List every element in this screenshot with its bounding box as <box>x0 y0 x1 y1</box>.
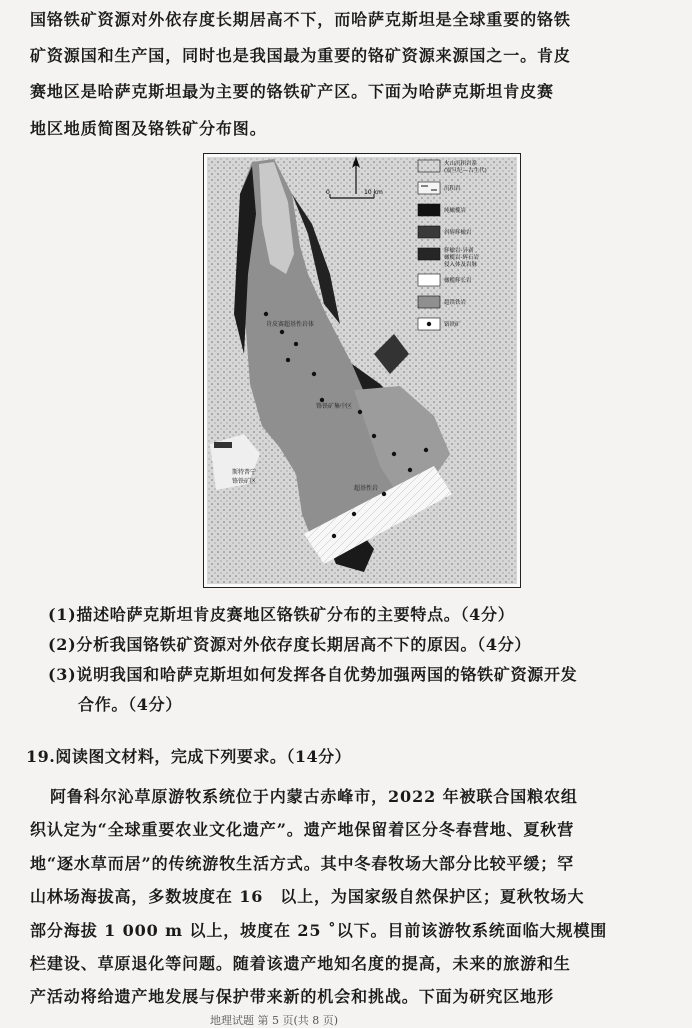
chromite-dot <box>382 492 386 496</box>
map-label-town: 斯特普宁 <box>232 469 257 476</box>
text-line: 栏建设、草原退化等问题。随着该遗产地知名度的提高，未来的旅游和生 <box>30 954 571 974</box>
text-line: 矿资源国和生产国，同时也是我国最为重要的铬矿资源来源国之一。肯皮 <box>30 46 571 66</box>
legend-label: 辉橄岩-异剥 <box>444 248 474 254</box>
text-line: 产活动将给遗产地发展与保护带来新的机会和挑战。下面为研究区地形 <box>30 987 554 1007</box>
legend-label: 沉积岩 <box>444 186 461 192</box>
chromite-dot <box>320 398 324 402</box>
legend-label: 斜辉辉橄岩 <box>444 230 472 236</box>
map-figure <box>204 154 520 587</box>
chromite-dot <box>352 512 356 516</box>
chromite-dot <box>312 372 316 376</box>
scale-zero: 0 <box>326 189 330 196</box>
chromite-dot <box>358 410 362 414</box>
map-label-lower: 超基性岩 <box>354 485 379 492</box>
text-line: 地区地质简图及铬铁矿分布图。 <box>30 118 267 138</box>
intro-paragraph <box>30 2 670 147</box>
question-3-continued: 合作。（4分） <box>78 695 183 714</box>
question-3: (3)说明我国和哈萨克斯坦如何发挥各自优势加强两国的铬铁矿资源开发 <box>48 665 578 684</box>
legend-label: 超镁铁岩 <box>444 300 467 306</box>
legend-label: 纯橄榄岩 <box>444 208 467 214</box>
legend-sublabel: 橄榄岩-辉石岩 <box>444 255 479 261</box>
text-line: 地“逐水草而居”的传统游牧生活方式。其中冬春牧场大部分比较平缓；罕 <box>30 853 575 873</box>
text-line: 赛地区是哈萨克斯坦最为主要的铬铁矿产区。下面为哈萨克斯坦肯皮赛 <box>30 82 554 102</box>
text-line: 国铬铁矿资源对外依存度长期居高不下，而哈萨克斯坦是全球重要的铬铁 <box>30 10 571 29</box>
chromite-dot <box>294 342 298 346</box>
chromite-dot <box>392 452 396 456</box>
text-line: 山林场海拔高，多数坡度在 16 以上，为国家级自然保护区；夏秋牧场大 <box>30 887 585 907</box>
chromite-dot <box>280 330 284 334</box>
text-line: 部分海拔 1 000 m 以上，坡度在 25 ˚以下。目前该游牧系统面临大规模围 <box>30 920 608 940</box>
text-line: 织认定为“全球重要农业文化遗产”。遗产地保留着区分冬春营地、夏秋营 <box>30 820 575 840</box>
north-label: N <box>353 161 358 168</box>
page-footer: 地理试题 第 5 页(共 8 页) <box>210 1014 339 1027</box>
text-line: 阿鲁科尔沁草原游牧系统位于内蒙古赤峰市，2022 年被联合国粮农组 <box>50 787 578 806</box>
question-2: (2)分析我国铬铁矿资源对外依存度长期居高不下的原因。（4分） <box>48 635 532 654</box>
chromite-dot <box>332 534 336 538</box>
legend-label: 火山沉积岩系 <box>444 161 478 167</box>
legend-sublabel: (震旦纪—古生代) <box>444 168 487 174</box>
scale-end: 10 km <box>364 189 383 196</box>
legend-item-volcanic <box>418 159 487 174</box>
geology-map <box>203 153 521 588</box>
chromite-dot <box>408 468 412 472</box>
chromite-dot <box>286 358 290 362</box>
question-19-material <box>30 780 670 1014</box>
question-19-title: 19.阅读图文材料，完成下列要求。（14分） <box>26 747 352 766</box>
mine-rail <box>214 442 232 448</box>
question-1: (1)描述哈萨克斯坦肯皮赛地区铬铁矿分布的主要特点。（4分） <box>48 605 515 624</box>
legend-label: 铬铁矿 <box>444 322 461 328</box>
legend-sublabel: 侵入体及岩脉 <box>444 262 478 268</box>
question-list <box>48 600 678 720</box>
map-label-upper: 肯皮赛超基性岩体 <box>266 321 315 328</box>
chromite-dot <box>424 448 428 452</box>
legend-label: 橄榄辉长岩 <box>444 278 472 284</box>
chromite-dot <box>264 312 268 316</box>
map-label-mine: 铬铁矿区 <box>232 478 257 485</box>
map-label-middle: 铬铁矿集中区 <box>316 403 353 410</box>
chromite-dot <box>372 434 376 438</box>
